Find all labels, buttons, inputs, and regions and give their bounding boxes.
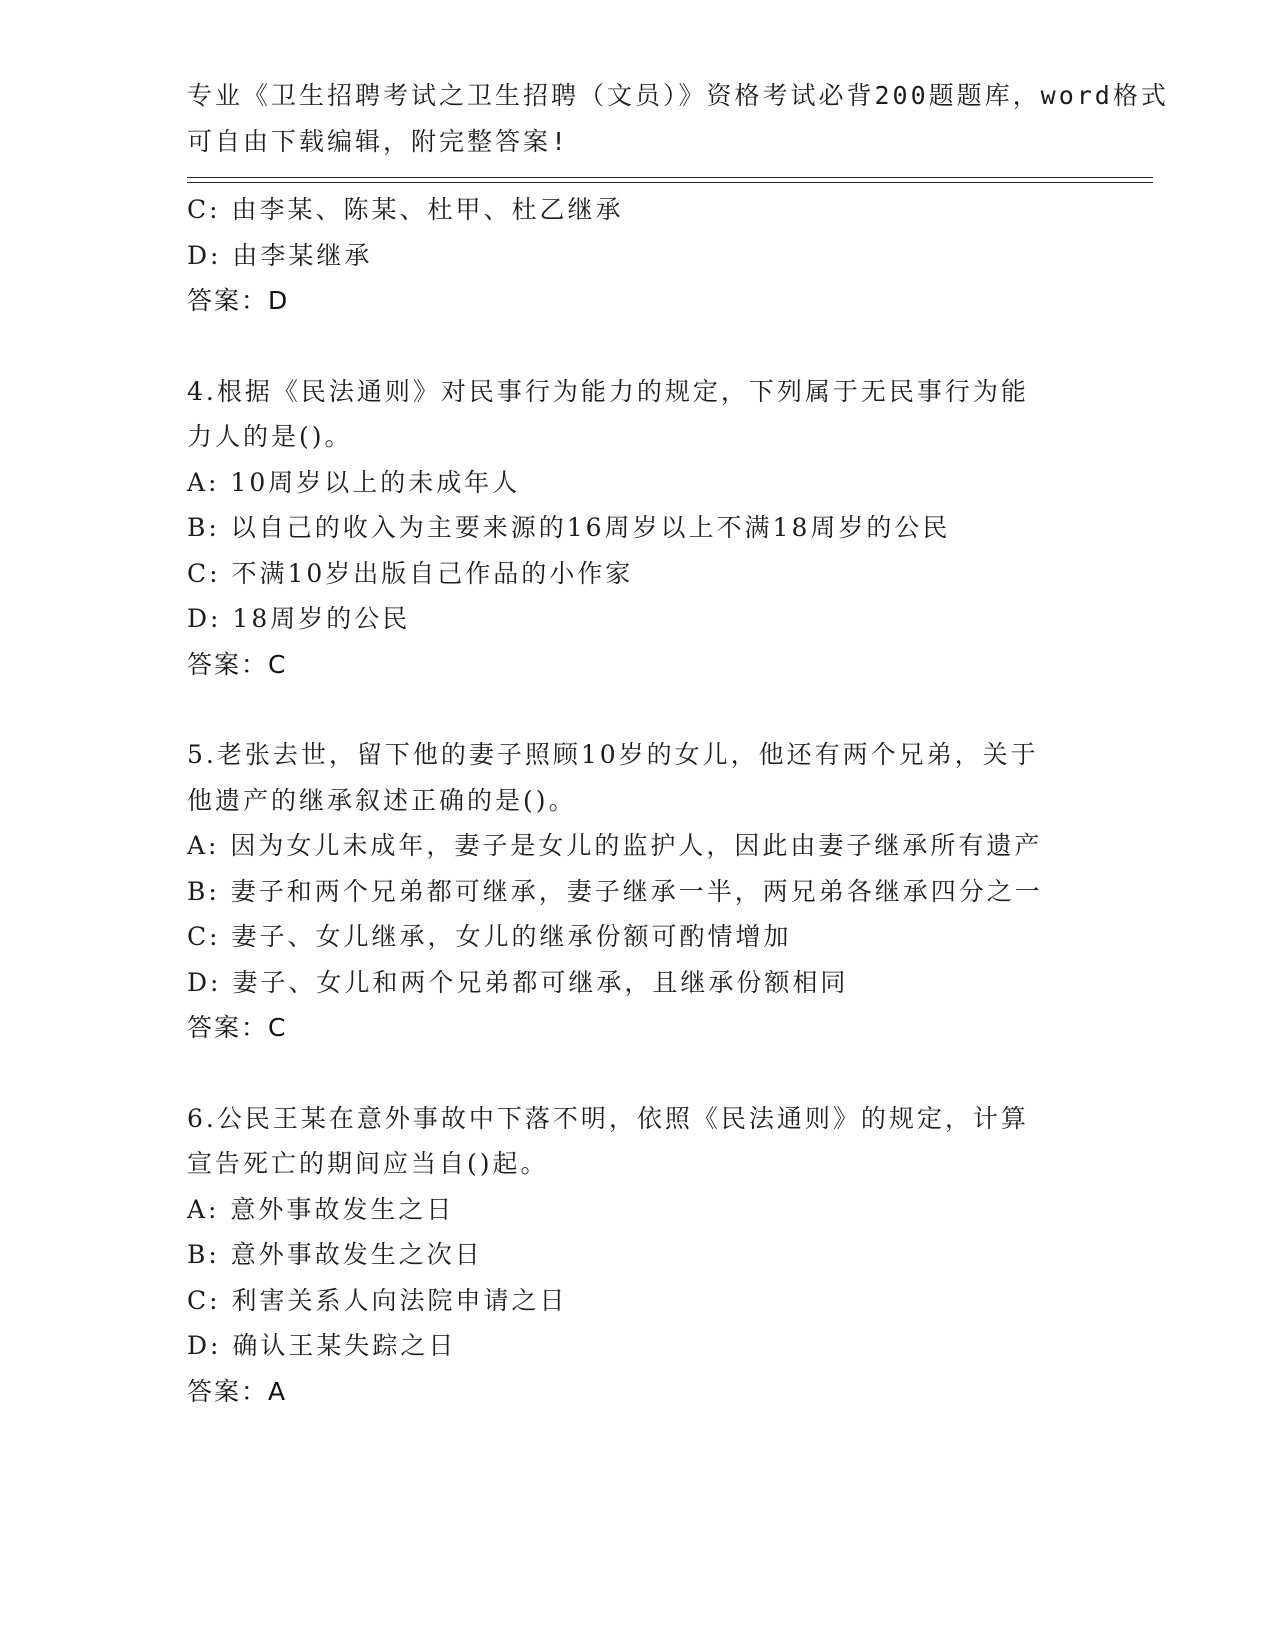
- question-4: [187, 369, 1147, 688]
- question-6-stem-line-1: 6.公民王某在意外事故中下落不明，依照《民法通则》的规定，计算: [187, 1103, 1029, 1133]
- question-6-option-b: B: 意外事故发生之次日: [187, 1240, 483, 1269]
- document-header: [187, 73, 1169, 164]
- spacer: [187, 324, 1147, 369]
- question-4-option-c: C: 不满10岁出版自己作品的小作家: [187, 558, 634, 588]
- question-5-stem-line-1: 5.老张去世，留下他的妻子照顾10岁的女儿，他还有两个兄弟，关于: [187, 740, 1039, 769]
- spacer: [187, 687, 1147, 732]
- question-4-stem-line-1: 4.根据《民法通则》对民事行为能力的规定，下列属于无民事行为能: [187, 376, 1029, 406]
- question-5-option-c: C: 妻子、女儿继承，女儿的继承份额可酌情增加: [187, 922, 792, 951]
- question-5-option-b: B: 妻子和两个兄弟都可继承，妻子继承一半，两兄弟各继承四分之一: [187, 876, 1043, 906]
- question-5-option-a: A: 因为女儿未成年，妻子是女儿的监护人，因此由妻子继承所有遗产: [187, 831, 1043, 860]
- question-3: [187, 187, 1147, 324]
- question-3-option-d: D: 由李某继承: [187, 240, 373, 270]
- question-6-stem-line-2: 宣告死亡的期间应当自()起。: [187, 1149, 549, 1178]
- spacer: [187, 1051, 1147, 1096]
- header-title-line-2: 可自由下载编辑，附完整答案!: [187, 126, 570, 156]
- header-title-line-1: 专业《卫生招聘考试之卫生招聘（文员）》资格考试必背200题题库，word格式: [187, 81, 1169, 110]
- question-6-answer: 答案：A: [187, 1376, 288, 1406]
- header-divider-bottom: [187, 182, 1153, 183]
- question-4-answer: 答案：C: [187, 649, 288, 679]
- question-5: [187, 732, 1147, 1051]
- question-4-option-b: B: 以自己的收入为主要来源的16周岁以上不满18周岁的公民: [187, 513, 951, 542]
- question-6: [187, 1096, 1147, 1415]
- question-5-answer: 答案：C: [187, 1013, 288, 1042]
- question-list: [187, 187, 1147, 1414]
- question-6-option-a: A: 意外事故发生之日: [187, 1194, 455, 1224]
- question-4-stem-line-2: 力人的是()。: [187, 422, 353, 451]
- question-5-stem-line-2: 他遗产的继承叙述正确的是()。: [187, 785, 577, 815]
- question-3-answer: 答案：D: [187, 286, 290, 315]
- header-divider-top: [187, 177, 1153, 178]
- question-3-option-c: C: 由李某、陈某、杜甲、杜乙继承: [187, 195, 624, 224]
- question-6-option-c: C: 利害关系人向法院申请之日: [187, 1285, 568, 1315]
- question-5-option-d: D: 妻子、女儿和两个兄弟都可继承，且继承份额相同: [187, 967, 849, 997]
- question-4-option-d: D: 18周岁的公民: [187, 604, 411, 633]
- question-6-option-d: D: 确认王某失踪之日: [187, 1331, 457, 1360]
- question-4-option-a: A: 10周岁以上的未成年人: [187, 467, 521, 497]
